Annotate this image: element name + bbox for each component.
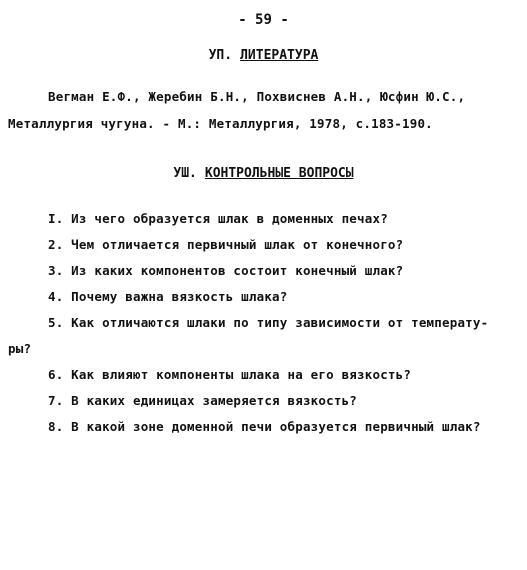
literature-section-title: ЛИТЕРАТУРА [240,48,319,63]
questions-list [8,206,518,440]
questions-heading [0,166,527,181]
question-item [8,310,518,362]
question-item-text: 5. Как отличаются шлаки по типу зависимости от температу- [48,315,489,330]
question-item: 3. Из каких компонентов состоит конечный шлак? [48,263,404,278]
question-item: 6. Как влияют компоненты шлака на его вязкость? [48,367,412,382]
literature-section-number: УП. [208,48,233,63]
question-item-continuation: ры? [8,341,32,356]
literature-reference [8,83,518,137]
reference-line-2: Металлургия чугуна. - М.: Металлургия, 1978, с.183-190. [8,116,433,131]
literature-heading [0,48,527,63]
question-item: 4. Почему важна вязкость шлака? [48,289,288,304]
page-number: - 59 - [238,12,289,28]
question-item: I. Из чего образуется шлак в доменных печах? [48,211,388,226]
reference-line-1: Вегман Е.Ф., Жеребин Б.Н., Похвиснев А.Н., Юсфин Ю.С., [48,89,466,104]
question-item: 8. В какой зоне доменной печи образуется первичный шлак? [48,419,481,434]
question-item: 2. Чем отличается первичный шлак от конечного? [48,237,404,252]
questions-section-number: УШ. [173,166,197,181]
question-item: 7. В каких единицах замеряется вязкость? [48,393,358,408]
questions-section-title: КОНТРОЛЬНЫЕ ВОПРОСЫ [204,166,354,181]
